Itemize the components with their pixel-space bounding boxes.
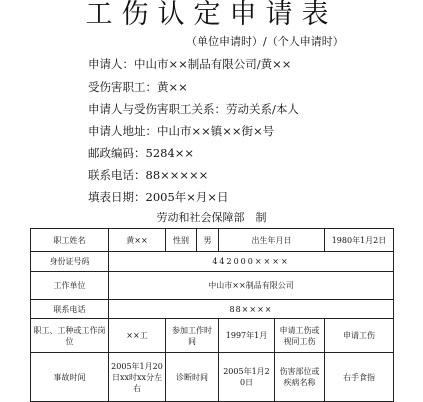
- fill-date-line: 填表日期：2005年×月×日: [88, 190, 229, 204]
- table-row: [31, 300, 394, 319]
- address-line: 申请人地址：中山市××镇××街×号: [88, 124, 275, 138]
- diagnosis-time-value: 2005年1月20日: [219, 353, 275, 402]
- dob-value: 1980年1月2日: [325, 229, 394, 252]
- injury-site-value: 右手食指: [325, 353, 394, 402]
- job-value: ××工: [109, 319, 166, 353]
- employer-value: 中山市××制品有限公司: [109, 272, 394, 300]
- start-date-value: 1997年1月: [219, 319, 275, 353]
- phone-value: 88××××: [109, 300, 394, 319]
- injury-form-table: [30, 228, 394, 402]
- diagnosis-time-label: 诊断时间: [166, 353, 219, 402]
- injury-site-label: 伤害部位或疾病名称: [275, 353, 325, 402]
- table-row: [31, 319, 394, 353]
- form-subtitle: （单位申请时）/（个人申请时）: [186, 35, 344, 48]
- phone-line: 联系电话：88×××××: [88, 168, 209, 182]
- accident-time-value: 2005年1月20日xx时xx分左右: [109, 353, 166, 402]
- dob-label: 出生年月日: [219, 229, 325, 252]
- issuer-line: 劳动和社会保障部 制: [156, 211, 267, 224]
- id-value: 442000××××: [109, 252, 394, 272]
- diagnosis-type-label: 申请工伤或视同工伤: [275, 319, 325, 353]
- table-row: [31, 272, 394, 300]
- id-label: 身份证号码: [31, 252, 109, 272]
- applicant-line: 申请人：中山市××制品有限公司/黄××: [88, 57, 292, 71]
- name-label: 职工姓名: [31, 229, 109, 252]
- table-row: [31, 353, 394, 402]
- postcode-line: 邮政编码：5284××: [88, 146, 195, 160]
- job-label: 职工、工种或工作岗位: [31, 319, 109, 353]
- diagnosis-type-value: 申请工伤: [325, 319, 394, 353]
- form-title: 工伤认定申请表: [85, 0, 338, 30]
- employer-label: 工作单位: [31, 272, 109, 300]
- phone-label: 联系电话: [31, 300, 109, 319]
- gender-label: 性别: [166, 229, 197, 252]
- relationship-line: 申请人与受伤害职工关系：劳动关系/本人: [88, 102, 299, 116]
- injured-worker-line: 受伤害职工：黄××: [88, 80, 188, 94]
- start-date-label: 参加工作时 间: [166, 319, 219, 353]
- table-row: [31, 252, 394, 272]
- gender-value: 男: [197, 229, 219, 252]
- name-value: 黄××: [109, 229, 166, 252]
- table-row: [31, 229, 394, 252]
- accident-time-label: 事故时间: [31, 353, 109, 402]
